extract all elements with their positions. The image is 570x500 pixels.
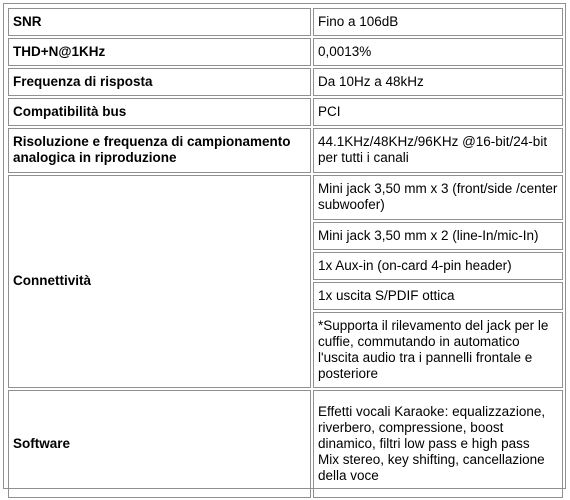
row-value-frequency: Da 10Hz a 48kHz: [313, 68, 563, 96]
table-row-bus: [8, 98, 563, 126]
row-value-resolution: 44.1KHz/48KHz/96KHz @16-bit/24-bit per tutti i canali: [313, 128, 563, 173]
specs-table-frame: [3, 3, 566, 489]
row-value-bus: PCI: [313, 98, 563, 126]
software-line-1: Effetti vocali Karaoke: equalizzazione, riverbero, compressione, boost dinamico, filtri low pass e high pass: [318, 403, 546, 451]
row-label-resolution: Risoluzione e frequenza di campionamento analogica in riproduzione: [8, 128, 311, 173]
row-value-snr: Fino a 106dB: [313, 8, 563, 36]
software-line-2: Mix stereo, key shifting, cancellazione della voce: [318, 451, 545, 483]
table-row-resolution: [8, 128, 563, 173]
row-label-bus: Compatibilità bus: [8, 98, 311, 126]
row-value-connectivity-2: Mini jack 3,50 mm x 2 (line-In/mic-In): [313, 222, 563, 250]
table-row-connectivity-1: [8, 175, 563, 220]
table-row-snr: [8, 8, 563, 36]
row-value-software: [313, 390, 563, 498]
row-value-connectivity-1: Mini jack 3,50 mm x 3 (front/side /center subwoofer): [313, 175, 563, 220]
row-label-connectivity: Connettività: [8, 175, 311, 388]
row-label-thd: THD+N@1KHz: [8, 38, 311, 66]
row-label-software: Software: [8, 390, 311, 498]
row-label-snr: SNR: [8, 8, 311, 36]
row-value-connectivity-3: 1x Aux-in (on-card 4-pin header): [313, 252, 563, 280]
row-value-connectivity-5: *Supporta il rilevamento del jack per le cuffie, commutando in automatico l'uscita audio tra i pannelli frontale e posteriore: [313, 312, 563, 388]
specs-table: [6, 6, 565, 500]
row-value-thd: 0,0013%: [313, 38, 563, 66]
table-row-thd: [8, 38, 563, 66]
row-value-connectivity-4: 1x uscita S/PDIF ottica: [313, 282, 563, 310]
row-label-frequency: Frequenza di risposta: [8, 68, 311, 96]
table-row-frequency: [8, 68, 563, 96]
table-row-software: [8, 390, 563, 498]
